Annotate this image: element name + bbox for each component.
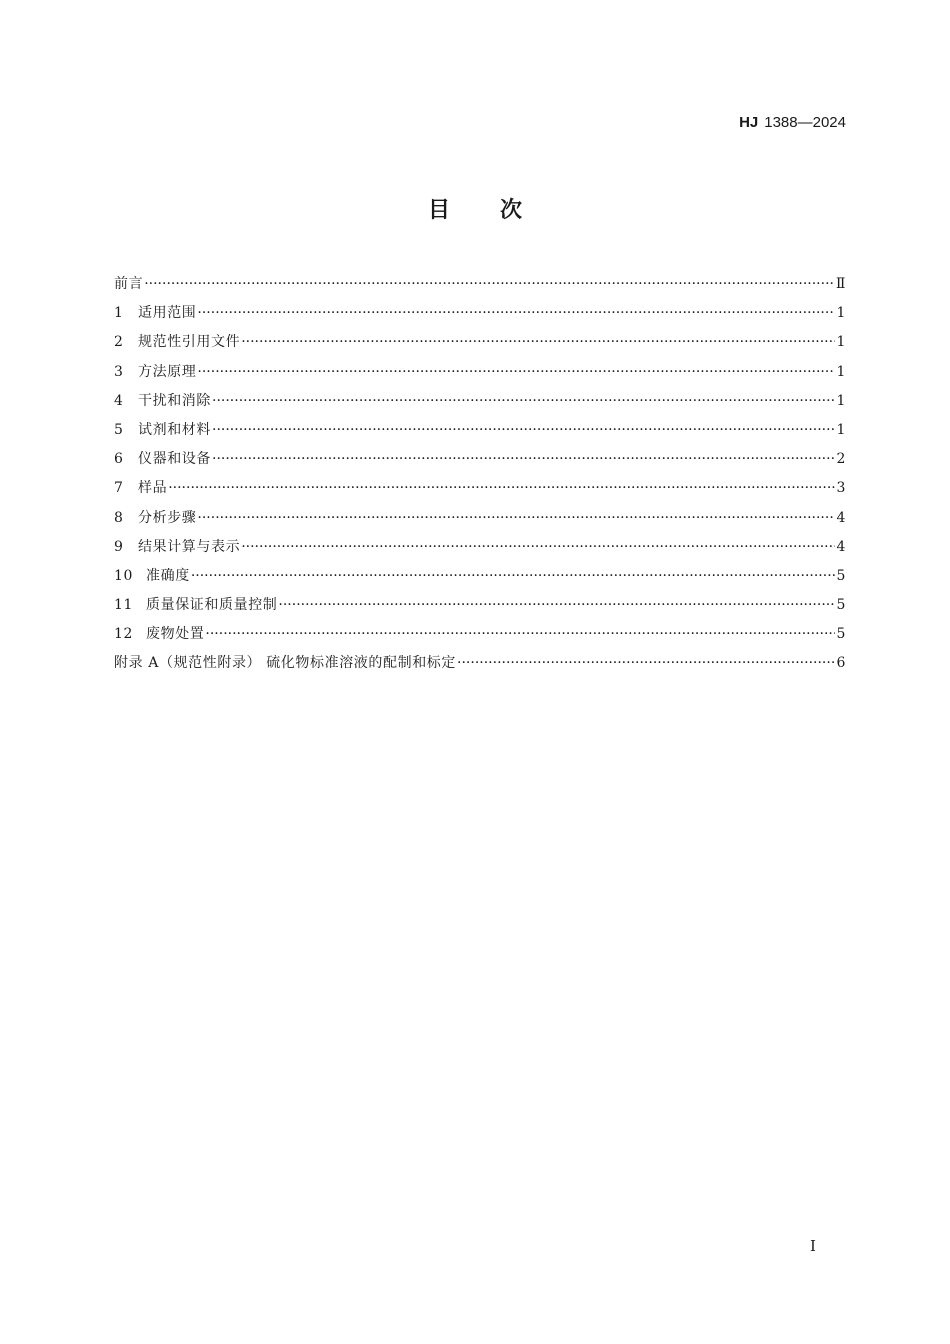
- toc-entry-number: 12: [114, 626, 134, 643]
- toc-entry-page: 1: [836, 363, 846, 380]
- toc-entry-preface[interactable]: [114, 270, 846, 299]
- toc-entry-number: 10: [114, 567, 134, 584]
- toc-entry-5[interactable]: [114, 416, 846, 445]
- toc-entry-label: 质量保证和质量控制: [146, 597, 278, 614]
- toc-entry-number: 5: [114, 421, 124, 438]
- toc-leader-dots: [191, 562, 836, 591]
- toc-entry-label: 分析步骤: [138, 509, 197, 526]
- toc-entry-label: 规范性引用文件: [138, 334, 241, 351]
- table-of-contents: [114, 270, 846, 679]
- toc-leader-dots: [212, 416, 835, 445]
- toc-entry-label: 废物处置: [146, 626, 205, 643]
- toc-entry-3[interactable]: [114, 358, 846, 387]
- toc-entry-page: 2: [836, 451, 846, 468]
- document-code: [739, 112, 846, 134]
- toc-entry-1[interactable]: [114, 299, 846, 328]
- toc-entry-9[interactable]: [114, 533, 846, 562]
- toc-entry-label: 仪器和设备: [138, 451, 211, 468]
- toc-entry-number: 3: [114, 363, 124, 380]
- toc-leader-dots: [212, 387, 835, 416]
- toc-entry-label: 试剂和材料: [138, 421, 211, 438]
- toc-entry-6[interactable]: [114, 445, 846, 474]
- toc-entry-8[interactable]: [114, 504, 846, 533]
- toc-entry-page: Ⅱ: [835, 276, 846, 292]
- toc-entry-label: 适用范围: [138, 305, 197, 322]
- toc-entry-number: 7: [114, 480, 124, 497]
- title-char-2: 次: [500, 198, 523, 223]
- toc-entry-12[interactable]: [114, 620, 846, 649]
- toc-entry-label: 结果计算与表示: [138, 538, 241, 555]
- toc-leader-dots: [241, 533, 835, 562]
- toc-leader-dots: [197, 299, 835, 328]
- toc-entry-label: 干扰和消除: [138, 392, 211, 409]
- toc-entry-2[interactable]: [114, 328, 846, 357]
- toc-entry-page: 1: [836, 305, 846, 322]
- toc-leader-dots: [168, 474, 835, 503]
- toc-entry-page: 1: [836, 392, 846, 409]
- toc-entry-11[interactable]: [114, 591, 846, 620]
- toc-entry-number: 8: [114, 509, 124, 526]
- toc-entry-label: 样品: [138, 480, 168, 497]
- toc-leader-dots: [205, 620, 835, 649]
- document-code-prefix: HJ: [739, 114, 759, 131]
- toc-entry-page: 1: [836, 421, 846, 438]
- toc-entry-appendix-a[interactable]: [114, 649, 846, 678]
- toc-entry-number: 6: [114, 451, 124, 468]
- toc-entry-7[interactable]: [114, 474, 846, 503]
- toc-entry-number: 4: [114, 392, 124, 409]
- toc-leader-dots: [197, 358, 835, 387]
- toc-entry-page: 5: [836, 567, 846, 584]
- toc-leader-dots: [212, 445, 835, 474]
- document-code-number: 1388—2024: [764, 114, 846, 131]
- toc-entry-page: 3: [836, 480, 846, 497]
- title-char-1: 目: [427, 198, 450, 223]
- toc-entry-number: 2: [114, 334, 124, 351]
- toc-entry-page: 4: [836, 538, 846, 555]
- toc-entry-page: 6: [836, 655, 846, 672]
- toc-entry-number: 1: [114, 305, 124, 322]
- toc-entry-label: 方法原理: [138, 363, 197, 380]
- toc-entry-10[interactable]: [114, 562, 846, 591]
- toc-entry-page: 5: [836, 597, 846, 614]
- toc-leader-dots: [457, 649, 835, 678]
- toc-entry-4[interactable]: [114, 387, 846, 416]
- toc-entry-page: 4: [836, 509, 846, 526]
- toc-entry-label: 前言: [114, 276, 144, 292]
- toc-leader-dots: [197, 504, 835, 533]
- toc-entry-number: 9: [114, 538, 124, 555]
- toc-entry-label: 准确度: [146, 567, 190, 584]
- toc-entry-page: 1: [836, 334, 846, 351]
- page-title: [0, 196, 950, 226]
- toc-entry-page: 5: [836, 626, 846, 643]
- toc-leader-dots: [144, 270, 835, 299]
- toc-entry-number: 11: [114, 597, 134, 614]
- toc-leader-dots: [241, 328, 835, 357]
- toc-entry-label: 附录 A（规范性附录） 硫化物标准溶液的配制和标定: [114, 655, 457, 672]
- page-number: I: [810, 1237, 816, 1255]
- toc-leader-dots: [278, 591, 835, 620]
